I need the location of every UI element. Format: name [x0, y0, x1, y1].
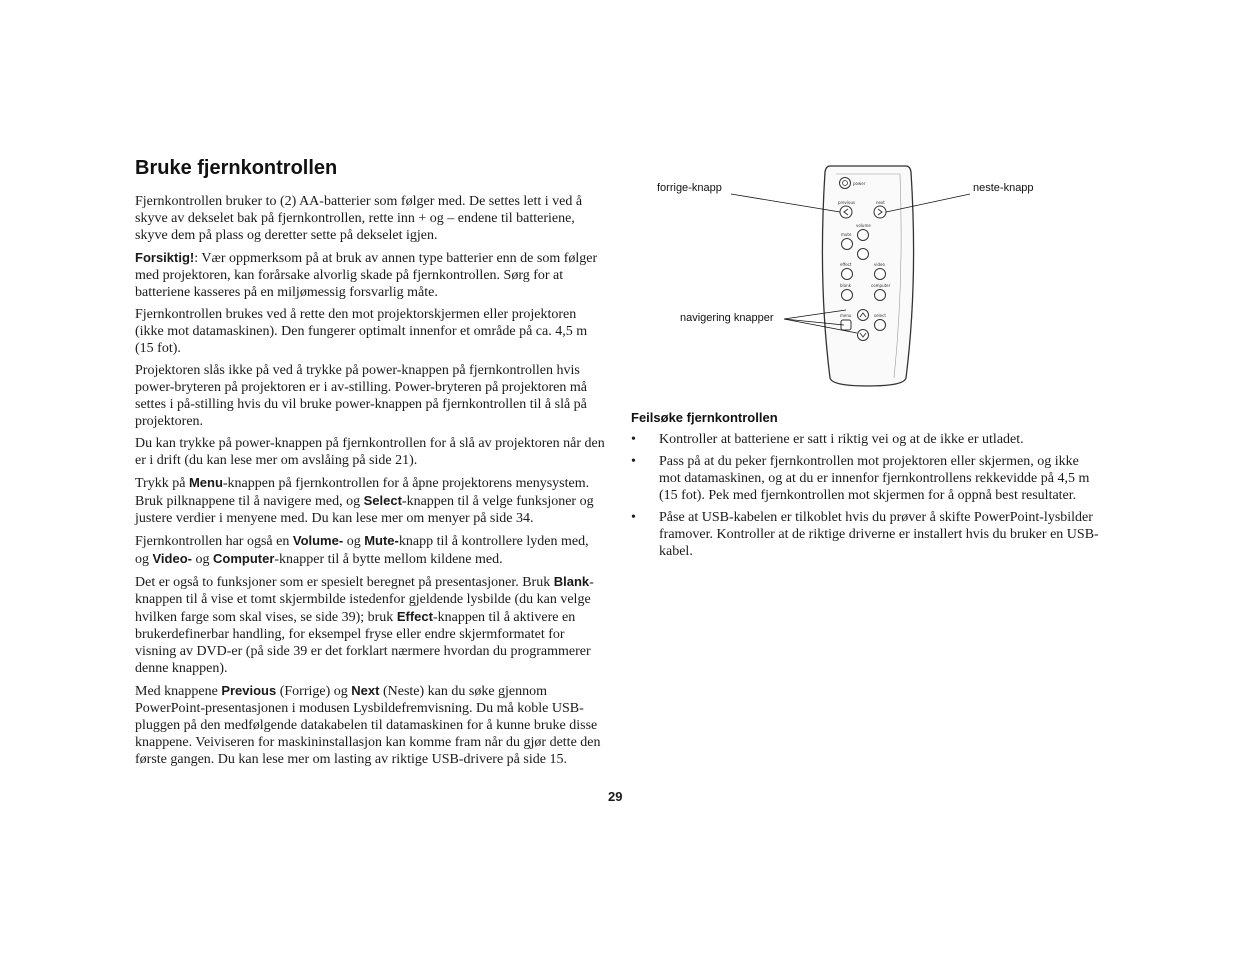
list-item: • Pass på at du peker fjernkontrollen mot projektoren eller skjermen, og ikke mot datamaskinen, og at du er innenfor fjernkontrollens rekkevidde på 4,5 m (15 fot). Pek med fjernkontrollen mot skjermen for å oppnå best resultater.: [631, 454, 1090, 503]
bullet-icon: •: [631, 432, 636, 447]
troubleshoot-list: [631, 431, 1101, 565]
mute-keyword: Mute-: [364, 533, 399, 548]
body-text: [135, 193, 605, 773]
computer-button-icon: [875, 290, 886, 301]
callout-previous: forrige-knapp: [657, 182, 722, 194]
video-button-icon: [875, 269, 886, 280]
paragraph-batteries: Fjernkontrollen bruker to (2) AA-batterier som følger med. De settes lett i ved å skyve av dekselet bak på fjernkontrollen, rette inn + og – endene til batteriene, skyve dem på plass og deretter sette på dekselet igjen.: [135, 194, 583, 243]
effect-keyword: Effect: [396, 609, 433, 624]
remote-label-previous: previous: [838, 200, 856, 205]
remote-control-illustration: [640, 162, 1060, 394]
remote-label-mute: mute: [841, 232, 852, 237]
next-button-icon: [874, 206, 886, 218]
next-keyword: Next: [351, 683, 380, 698]
video-keyword: Video-: [152, 551, 192, 566]
remote-label-volume: volume: [856, 223, 871, 228]
select-keyword: Select: [363, 493, 402, 508]
remote-label-menu: menu: [840, 313, 852, 318]
list-item: • Kontroller at batteriene er satt i riktig vei og at de ikke er utladet.: [631, 432, 1024, 447]
select-button-icon: [875, 320, 886, 331]
bullet-icon: •: [631, 454, 636, 469]
paragraph-aiming: Fjernkontrollen brukes ved å rette den mot projektorskjermen eller projektoren (ikke mot datamaskinen). Den fungerer optimalt innenfor et område på ca. 4,5 m (15 fot).: [135, 307, 588, 356]
callout-next: neste-knapp: [973, 182, 1034, 194]
page-number: 29: [608, 789, 623, 804]
list-item: • Påse at USB-kabelen er tilkoblet hvis du prøver å skifte PowerPoint-lysbilder framover. Kontroller at de riktige driverne er installert hvis du bruker en USB-kabel.: [631, 510, 1099, 559]
previous-button-icon: [840, 206, 852, 218]
paragraph-presentation: Det er også to funksjoner som er spesielt beregnet på presentasjoner. Bruk Blank-knappen til å vise et tomt skjermbilde istedenfor gjeldende lysbilde (du kan velge hvilken farge som skal vises, se side 39); bruk Effect-knappen til å aktivere en brukerdefinerbar handling, for eksempel fryse eller endre skjermformatet for visning av DVD-er (på side 39 er det forklart nærmere hvordan du programmerer denne knappen).: [135, 574, 594, 676]
nav-down-icon: [858, 330, 869, 341]
previous-keyword: Previous: [221, 683, 277, 698]
callout-navigation: navigering knapper: [680, 312, 774, 324]
blank-button-icon: [842, 290, 853, 301]
volume-down-icon: [858, 249, 869, 260]
remote-label-power: power: [853, 181, 866, 186]
paragraph-volume: Fjernkontrollen har også en Volume- og Mute-knapp til å kontrollere lyden med, og Video- og Computer-knapper til å bytte mellom kildene med.: [135, 533, 589, 567]
remote-label-blank: blank: [840, 283, 851, 288]
paragraph-caution: Forsiktig!: Vær oppmerksom på at bruk av annen type batterier enn de som følger med projektoren, kan forårsake alvorlig skade på fjernkontrollen. Sørg for at batteriene kasseres på en miljømessig forsvarlig måte.: [135, 250, 598, 300]
power-button-icon: [840, 178, 851, 189]
computer-keyword: Computer: [213, 551, 275, 566]
remote-label-effect: effect: [840, 262, 852, 267]
mute-button-icon: [842, 239, 853, 250]
remote-label-select: select: [874, 313, 886, 318]
troubleshoot-heading: Feilsøke fjernkontrollen: [631, 410, 778, 425]
paragraph-power-off: Du kan trykke på power-knappen på fjernkontrollen for å slå av projektoren når den er i drift (du kan lese mer om avslåing på side 21).: [135, 436, 605, 468]
menu-keyword: Menu: [188, 475, 223, 490]
remote-label-video: video: [874, 262, 885, 267]
remote-label-computer: computer: [871, 283, 891, 288]
remote-diagram: [640, 162, 1060, 394]
volume-keyword: Volume-: [292, 533, 344, 548]
paragraph-menu: Trykk på Menu-knappen på fjernkontrollen for å åpne projektorens menysystem. Bruk pilknappene til å navigere med, og Select-knappen til å velge funksjoner og justere verdier i menyene med. Du kan lese mer om menyer på side 34.: [135, 475, 594, 526]
paragraph-previous-next: Med knappene Previous (Forrige) og Next (Neste) kan du søke gjennom PowerPoint-presentasjonen i modusen Lysbildefremvisning. Du må koble USB-pluggen på den medfølgende datakabelen til datamaskinen for å kunne bruke disse knappene. Veiviseren for maskininstallasjon kan komme fram når du gjør dette den første gangen. Du kan lese mer om lasting av riktige USB-drivere på side 15.: [135, 683, 601, 767]
effect-button-icon: [842, 269, 853, 280]
paragraph-power-switch: Projektoren slås ikke på ved å trykke på power-knappen på fjernkontrollen hvis power-bryteren på projektoren er i av-stilling. Power-bryteren på projektoren må settes i på-stilling hvis du vil bruke power-knappen på fjernkontrollen til å slå på projektoren.: [135, 363, 587, 429]
bullet-icon: •: [631, 510, 636, 525]
page-title: Bruke fjernkontrollen: [135, 157, 338, 179]
caution-label: Forsiktig!: [135, 250, 195, 265]
blank-keyword: Blank: [553, 574, 590, 589]
nav-up-icon: [858, 310, 869, 321]
volume-up-icon: [858, 230, 869, 241]
remote-label-next: next: [876, 200, 885, 205]
